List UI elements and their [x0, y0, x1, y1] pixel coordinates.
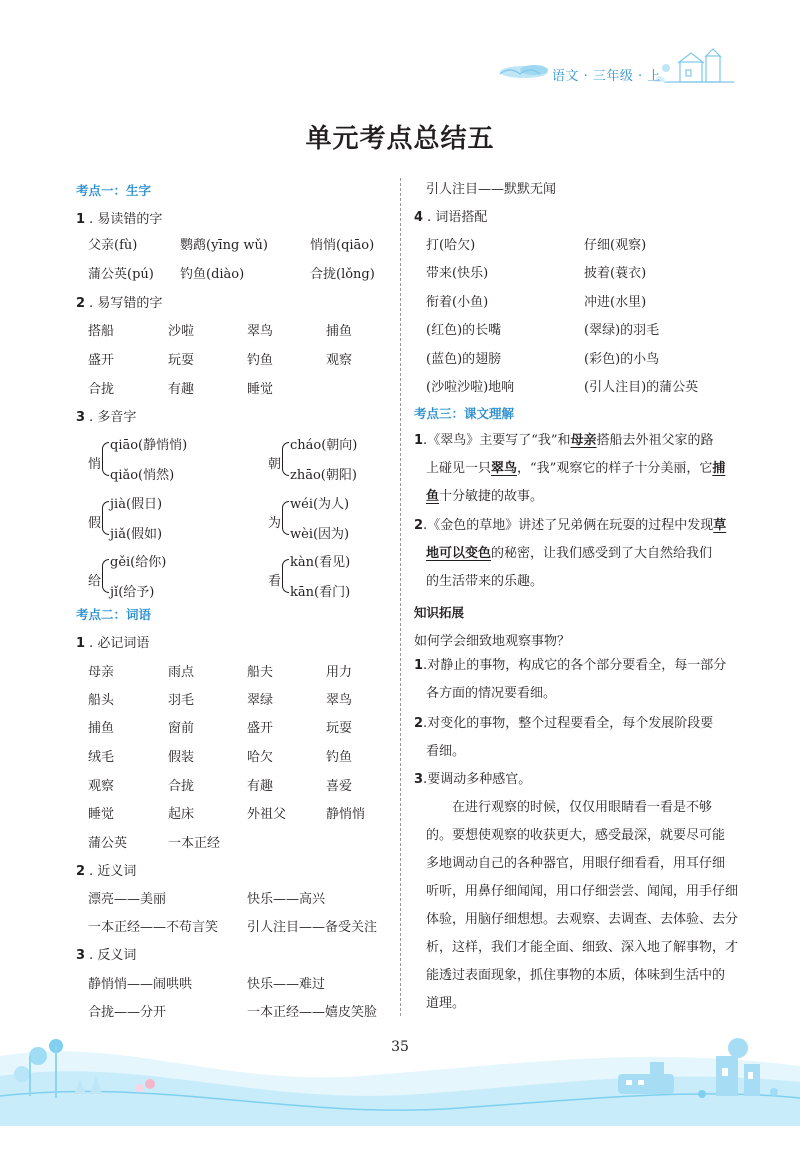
word: 蒲公英(pú) — [88, 267, 154, 282]
subheading: 2 . 近义词 — [76, 864, 137, 879]
word: 外祖父 — [247, 807, 287, 822]
page-number: 35 — [391, 1039, 409, 1055]
extension-item-2: 2.对变化的事物，整个过程要看全，每个发展阶段要 看细。 — [414, 716, 714, 759]
word: 捕鱼 — [326, 324, 353, 339]
word: 盛开 — [247, 721, 274, 736]
word: 船夫 — [247, 665, 274, 680]
subheading: 1 . 必记词语 — [76, 636, 150, 651]
word: 悄悄(qiāo) — [310, 238, 375, 253]
word-pair: 静悄悄——闹哄哄 — [88, 977, 193, 992]
subheading: 4 . 词语搭配 — [414, 210, 488, 225]
collocation: (红色)的长嘴 — [426, 323, 502, 338]
word: 合拢 — [88, 382, 115, 397]
collocation: 打(哈欠) — [426, 238, 476, 253]
word: 有趣 — [168, 382, 195, 397]
extension-item-3: 3.要调动多种感官。 — [414, 772, 532, 787]
word: 假装 — [168, 750, 195, 765]
word: 窗前 — [168, 721, 195, 736]
word: 哈欠 — [247, 750, 274, 765]
word: 船头 — [88, 693, 115, 708]
section-heading: 考点三：课文理解 — [414, 406, 515, 421]
collocation: (蓝色)的翅膀 — [426, 352, 502, 367]
word: 睡觉 — [88, 807, 115, 822]
word-pair: 引人注目——备受关注 — [247, 920, 378, 935]
word: 雨点 — [168, 665, 195, 680]
word: 翠鸟 — [326, 693, 353, 708]
column-divider — [400, 178, 401, 1016]
extension-title: 知识拓展 — [414, 605, 465, 620]
extension-item-1: 1.对静止的事物，构成它的各个部分要看全，每一部分 各方面的情况要看细。 — [414, 658, 727, 701]
word: 合拢 — [168, 779, 195, 794]
understanding-item-1: 1.《翠鸟》主要写了“我”和母亲搭船去外祖父家的路 上碰见一只翠鸟，“我”观察它的样子十分美丽，它捕 鱼十分敏捷的故事。 — [414, 433, 726, 504]
word: 蒲公英 — [88, 836, 128, 851]
word-pair: 快乐——高兴 — [247, 892, 326, 907]
word: 玩耍 — [326, 721, 353, 736]
word: 睡觉 — [247, 382, 274, 397]
word: 鹦鹉(yīng wǔ) — [180, 238, 268, 253]
collocation: 冲进(水里) — [584, 295, 647, 310]
word-pair: 一本正经——不苟言笑 — [88, 920, 219, 935]
word: 观察 — [326, 353, 353, 368]
word: 钓鱼(diào) — [180, 267, 245, 282]
collocation: (引人注目)的蒲公英 — [584, 380, 699, 395]
page-title: 单元考点总结五 — [305, 124, 495, 154]
word-pair: 合拢——分开 — [88, 1005, 167, 1020]
word: 羽毛 — [168, 693, 195, 708]
extension-question: 如何学会细致地观察事物？ — [414, 634, 571, 649]
collocation: (彩色)的小鸟 — [584, 352, 660, 367]
subheading: 2 . 易写错的字 — [76, 296, 163, 311]
word: 观察 — [88, 779, 115, 794]
collocation: 带来(快乐) — [426, 266, 489, 281]
word: 用力 — [326, 665, 353, 680]
word: 搭船 — [88, 324, 115, 339]
word: 有趣 — [247, 779, 274, 794]
section-heading: 考点一：生字 — [76, 183, 152, 198]
word-pair: 引人注目——默默无闻 — [426, 182, 557, 197]
collocation: 衔着(小鱼) — [426, 295, 489, 310]
word: 钓鱼 — [247, 353, 274, 368]
word: 母亲 — [88, 665, 115, 680]
subheading: 3 . 反义词 — [76, 948, 137, 963]
word-pair: 快乐——难过 — [247, 977, 326, 992]
collocation: 仔细(观察) — [584, 238, 647, 253]
word: 合拢(lǒng) — [310, 267, 375, 282]
word-pair: 漂亮——美丽 — [88, 892, 167, 907]
word: 喜爱 — [326, 779, 353, 794]
word: 钓鱼 — [326, 750, 353, 765]
extension-paragraph: 在进行观察的时候，仅仅用眼睛看一看是不够 的。要想使观察的收获更大，感受最深，就要尽可能 多地调动自己的各种器官，用眼仔细看看，用耳仔细 听听，用鼻仔细闻闻，用口仔细尝尝、闻闻，用手仔细 体验，用脑仔细想想。去观察、去调查、去体验、去分 析，这样，我们才能全面、细致、深入地了解事物，才 能透过表面现象，抓住事物的本质，体味到生活中的 道理。 — [426, 800, 739, 1011]
running-title: 语文 · 三年级 · 上 — [552, 69, 661, 84]
word: 静悄悄 — [326, 807, 366, 822]
word: 翠绿 — [247, 693, 274, 708]
word: 沙啦 — [168, 324, 195, 339]
word: 翠鸟 — [247, 324, 274, 339]
word: 父亲(fù) — [88, 238, 138, 253]
understanding-item-2: 2.《金色的草地》讲述了兄弟俩在玩耍的过程中发现草 地可以变色的秘密，让我们感受到了大自然给我们 的生活带来的乐趣。 — [414, 518, 727, 589]
word: 盛开 — [88, 353, 115, 368]
word: 绒毛 — [88, 750, 115, 765]
footer-decoration — [0, 1016, 800, 1126]
collocation: 披着(蓑衣) — [584, 266, 647, 281]
word: 捕鱼 — [88, 721, 115, 736]
word: 起床 — [168, 807, 195, 822]
section-heading: 考点二：词语 — [76, 607, 152, 622]
subheading: 1 . 易读错的字 — [76, 212, 163, 227]
word: 玩耍 — [168, 353, 195, 368]
word-pair: 一本正经——嬉皮笑脸 — [247, 1005, 378, 1020]
subheading: 3 . 多音字 — [76, 410, 137, 425]
collocation: (沙啦沙啦)地响 — [426, 380, 515, 395]
word: 一本正经 — [168, 836, 221, 851]
collocation: (翠绿)的羽毛 — [584, 323, 660, 338]
